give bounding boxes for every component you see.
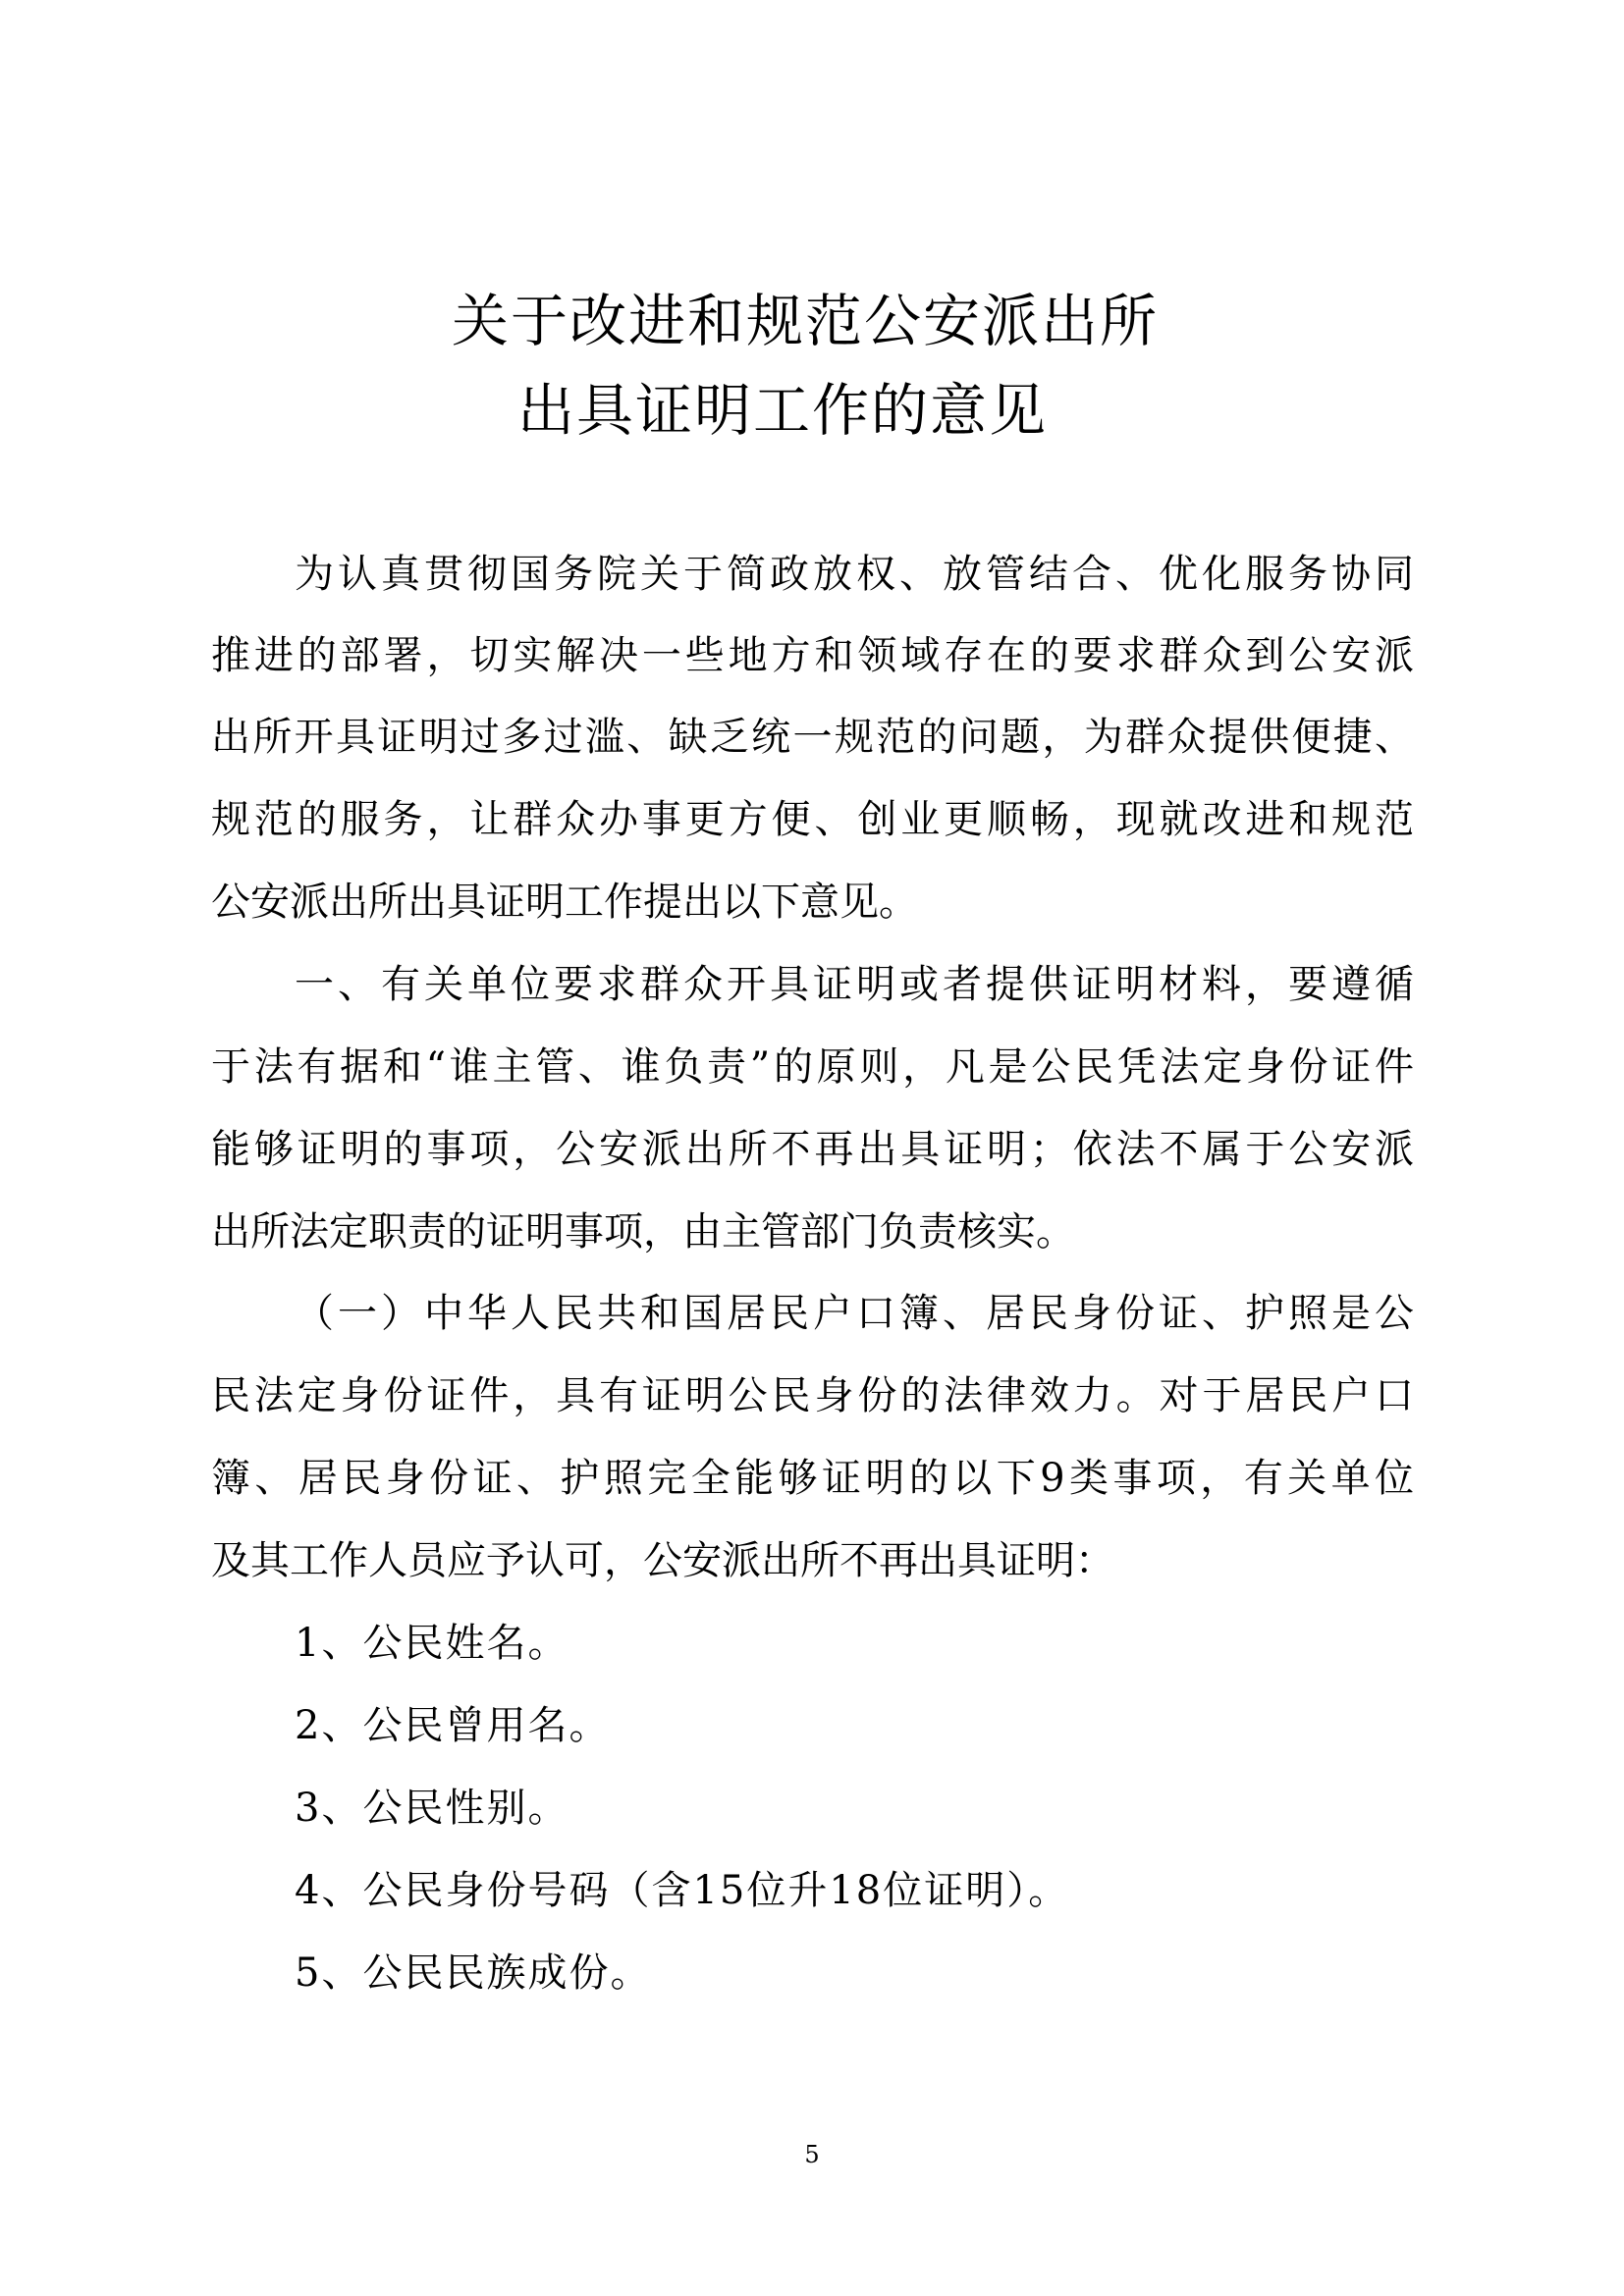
paragraph-line: 为认真贯彻国务院关于简政放权、放管结合、优化服务协同 [295, 552, 1414, 597]
paragraph-line: 一、有关单位要求群众开具证明或者提供证明材料，要遵循 [295, 962, 1414, 1007]
list-item: 3、公民性别。 [295, 1786, 569, 1831]
paragraph-line: 及其工作人员应予认可，公安派出所不再出具证明： [211, 1538, 1114, 1583]
document-title-line-2: 出具证明工作的意见 [517, 377, 1049, 444]
paragraph-line: 公安派出所出具证明工作提出以下意见。 [211, 880, 918, 925]
list-item: 2、公民曾用名。 [295, 1703, 611, 1748]
list-item: 1、公民姓名。 [295, 1621, 569, 1666]
paragraph-line: 民法定身份证件，具有证明公民身份的法律效力。对于居民户口 [211, 1373, 1414, 1418]
page-number: 5 [804, 2141, 820, 2168]
paragraph-line: 规范的服务，让群众办事更方便、创业更顺畅，现就改进和规范 [211, 797, 1414, 842]
paragraph-line: 出所开具证明过多过滥、缺乏统一规范的问题，为群众提供便捷、 [211, 715, 1414, 760]
list-item: 5、公民民族成份。 [295, 1950, 652, 1996]
paragraph-line: 推进的部署，切实解决一些地方和领域存在的要求群众到公安派 [211, 633, 1414, 678]
paragraph-line: 能够证明的事项，公安派出所不再出具证明；依法不属于公安派 [211, 1127, 1414, 1172]
list-item: 4、公民身份号码（含15位升18位证明）。 [295, 1868, 1070, 1913]
paragraph-line: （一）中华人民共和国居民户口簿、居民身份证、护照是公 [295, 1291, 1414, 1336]
paragraph-line: 于法有据和“谁主管、谁负责”的原则，凡是公民凭法定身份证件 [211, 1044, 1414, 1090]
paragraph-line: 簿、居民身份证、护照完全能够证明的以下9类事项，有关单位 [211, 1456, 1414, 1501]
document-title-line-1: 关于改进和规范公安派出所 [452, 288, 1160, 354]
paragraph-line: 出所法定职责的证明事项，由主管部门负责核实。 [211, 1209, 1075, 1255]
